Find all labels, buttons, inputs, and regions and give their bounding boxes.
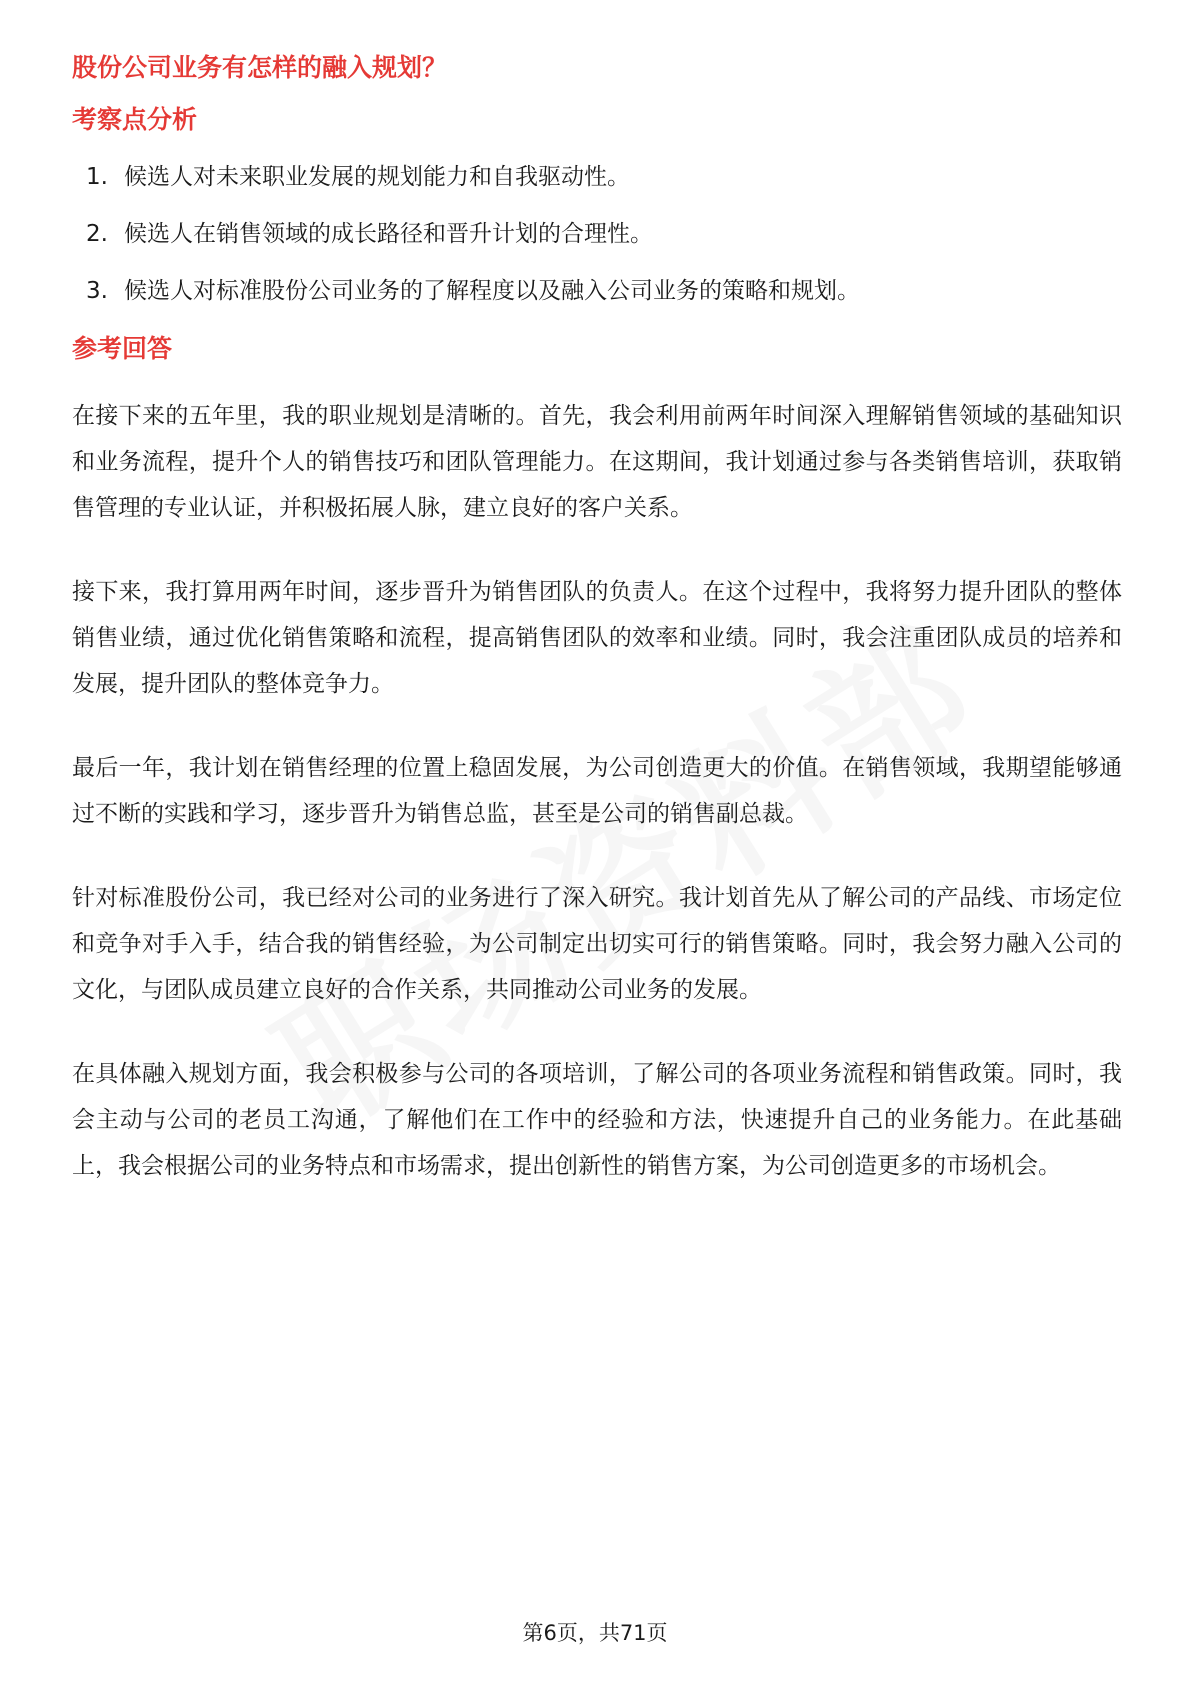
answer-paragraph: 最后一年，我计划在销售经理的位置上稳固发展，为公司创造更大的价值。在销售领域，我期望能够通过不断的实践和学习，逐步晋升为销售总监，甚至是公司的销售副总裁。 xyxy=(72,755,1122,827)
document-content xyxy=(72,50,1122,1189)
list-item-text: 候选人在销售领域的成长路径和晋升计划的合理性。 xyxy=(124,221,653,247)
list-item xyxy=(72,217,1122,251)
analysis-points xyxy=(72,160,1122,308)
answer-title: 参考回答 xyxy=(72,334,173,363)
answer-paragraph: 接下来，我打算用两年时间，逐步晋升为销售团队的负责人。在这个过程中，我将努力提升团队的整体销售业绩，通过优化销售策略和流程，提高销售团队的效率和业绩。同时，我会注重团队成员的培养和发展，提升团队的整体竞争力。 xyxy=(72,579,1122,697)
answer-paragraph: 针对标准股份公司，我已经对公司的业务进行了深入研究。我计划首先从了解公司的产品线、市场定位和竞争对手入手，结合我的销售经验，为公司制定出切实可行的销售策略。同时，我会努力融入公司的文化，与团队成员建立良好的合作关系，共同推动公司业务的发展。 xyxy=(72,885,1122,1003)
list-item xyxy=(72,274,1122,308)
page-number: 第6页，共71页 xyxy=(522,1621,668,1645)
list-item-number: 3. xyxy=(86,278,108,304)
analysis-title: 考察点分析 xyxy=(72,105,198,134)
answer-paragraph: 在具体融入规划方面，我会积极参与公司的各项培训，了解公司的各项业务流程和销售政策。同时，我会主动与公司的老员工沟通，了解他们在工作中的经验和方法，快速提升自己的业务能力。在此基础上，我会根据公司的业务特点和市场需求，提出创新性的销售方案，为公司创造更多的市场机会。 xyxy=(72,1061,1122,1179)
list-item-text: 候选人对未来职业发展的规划能力和自我驱动性。 xyxy=(124,164,630,190)
list-item xyxy=(72,160,1122,194)
question-heading: 股份公司业务有怎样的融入规划？ xyxy=(72,53,448,82)
list-item-number: 2. xyxy=(86,221,108,247)
answer-paragraph: 在接下来的五年里，我的职业规划是清晰的。首先，我会利用前两年时间深入理解销售领域的基础知识和业务流程，提升个人的销售技巧和团队管理能力。在这期间，我计划通过参与各类销售培训，获取销售管理的专业认证，并积极拓展人脉，建立良好的客户关系。 xyxy=(72,403,1122,521)
list-item-text: 候选人对标准股份公司业务的了解程度以及融入公司业务的策略和规划。 xyxy=(124,278,860,304)
list-item-number: 1. xyxy=(86,164,108,190)
